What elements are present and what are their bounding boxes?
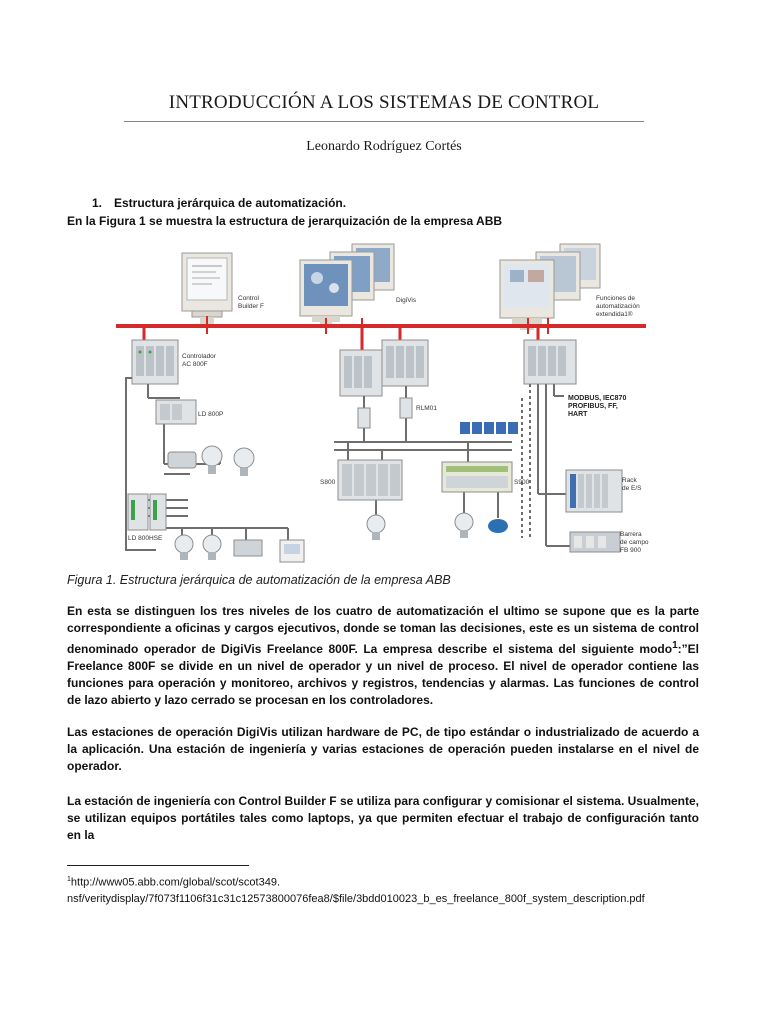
footnote-url[interactable]: http://www05.abb.com/global/scot/scot349. nsf/veritydisplay/7f073f1106f31c31c12573800076fea8/$file/3bdd010023_b_es_freelance_800f_system_description.pdf [67,876,645,905]
label-barrera-1: Barrera [620,531,642,538]
section-number: 1. [92,196,103,210]
label-controlador-1: Controlador [182,353,216,360]
controller-right-icon [524,340,576,384]
controller-middle-icon [340,340,428,396]
field-devices-bottom-icon [175,535,304,562]
label-funciones-2: automatización [596,303,640,310]
paragraph-3-text: La estación de ingeniería con Control Builder F se utiliza para configurar y comisionar el sistema. Usualmente, se utilizan equipos portátiles tales como laptops, ya que permiten efectuar el trabajo de configuración tanto en la [67,794,699,842]
paragraph-1-part-b: :”El Freelance 800F se divide en un nivel de operador y un nivel de proceso. El nivel de operador contiene las funciones para operación y monitoreo, archivos y registros, tendencias y alarmas. Las funciones de control de lazo abierto y lazo cerrado se procesan en los controladores. [67,642,699,707]
label-modbus-2: PROFIBUS, FF, [568,403,618,410]
section-title: Estructura jerárquica de automatización. [114,196,347,210]
field-barrier-icon [570,532,620,552]
label-barrera-3: FB 900 [620,547,641,554]
control-builder-monitor-icon [182,253,232,325]
label-digivis: DigiVis [396,297,417,304]
footnote-ref: 1 [672,640,678,651]
label-funciones-1: Funciones de [596,295,636,302]
field-devices-middle-icon [367,513,508,540]
operator-stations [182,244,600,330]
label-s800: S800 [320,479,336,486]
ld800p-device-icon [156,400,196,424]
figure-caption: Figura 1. Estructura jerárquica de automatización de la empresa ABB [67,573,451,587]
intro-sentence: En la Figura 1 se muestra la estructura de jerarquización de la empresa ABB [67,214,503,228]
paragraph-1-part-a: En esta se distinguen los tres niveles de los cuatro de automatización el ultimo se supone que es la parte correspondiente a oficinas y cargos ejecutivos, donde se toman las decisiones, este es un sistema de control denominado operador de DigiVis Freelance 800F. La empresa describe el sistema del siguiente modo [67,604,699,656]
author-name: Leonardo Rodríguez Cortés [306,139,462,154]
label-control-builder-2: Builder F [238,303,265,310]
footnote-separator [67,865,249,866]
ld800hse-device-icon [128,494,166,530]
label-controlador-2: AC 800F [182,361,208,368]
profibus-logo [460,422,518,434]
label-rack-2: de E/S [622,485,642,492]
field-instruments-left-icon [168,446,254,476]
label-funciones-3: extendida1® [596,311,633,318]
digivis-monitors-icon [300,244,394,328]
extended-functions-monitors-icon [500,244,600,330]
label-modbus-3: HART [568,411,588,418]
paragraph-2 [67,724,699,775]
label-rack-1: Rack [622,477,637,484]
paragraph-1 [67,603,699,709]
label-ld800hse: LD 800HSE [128,535,163,542]
s900-io-icon [442,462,512,492]
automation-hierarchy-figure [112,238,650,568]
title-underline [124,121,644,122]
document-title: INTRODUCCIÓN A LOS SISTEMAS DE CONTROL [168,92,600,113]
footnote [67,872,707,907]
label-modbus-1: MODBUS, IEC870 [568,395,627,402]
label-rlm01: RLM01 [416,405,437,412]
controller-ac800f-icon [132,340,178,384]
label-s900: S900 [514,479,530,486]
paragraph-3 [67,793,699,844]
section-heading [92,196,346,210]
paragraph-2-text: Las estaciones de operación DigiVis utilizan hardware de PC, de tipo estándar o industrializado de acuerdo a la aplicación. Una estación de ingeniería y varias estaciones de operación pueden instalarse en el nivel de operador. [67,725,699,773]
label-barrera-2: de campo [620,539,649,546]
rack-io-icon [566,470,622,512]
footnote-mark: 1 [67,876,71,883]
dashed-lines [522,384,530,538]
rlm01-couplers-icon [358,398,412,428]
label-control-builder-1: Control [238,295,259,302]
label-ld800p: LD 800P [198,411,224,418]
s800-io-icon [338,460,402,500]
